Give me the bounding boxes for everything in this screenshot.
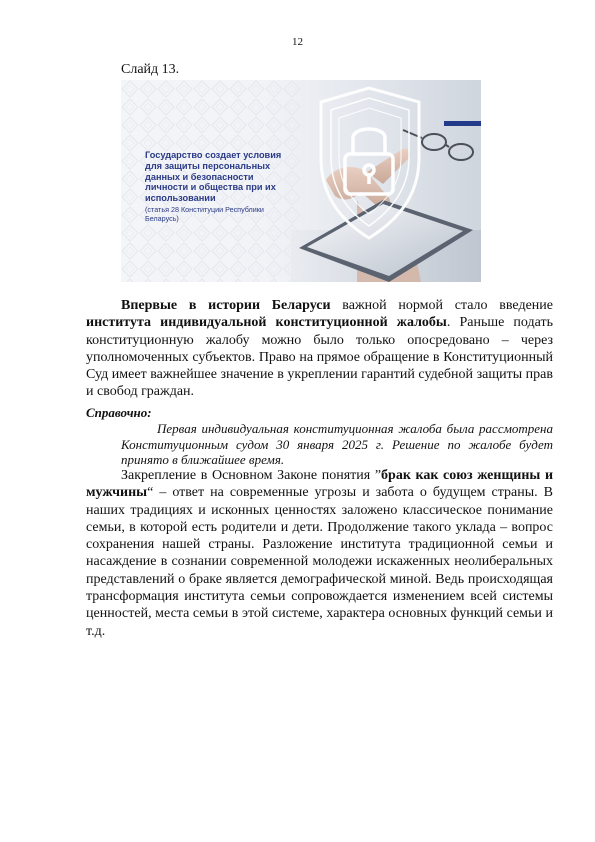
note-heading: Справочно: — [86, 405, 152, 420]
slide-caption-main: Государство создает условия для защиты персональных данных и безопасности личности и общества при их использовании — [145, 150, 282, 204]
slide-label: Слайд 13. — [121, 62, 180, 77]
paragraph-marriage — [86, 467, 553, 640]
slide-caption — [145, 150, 295, 223]
paragraph-constitutional-complaint — [86, 297, 553, 401]
slide-caption-reference: (статья 28 Конституции Республики Беларусь) — [145, 204, 264, 223]
paragraph2-text-1: Закрепление в Основном Законе понятия ” — [121, 468, 382, 483]
note-text: Первая индивидуальная конституционная жалоба была рассмотрена Конституционным судом 30 января 2025 г. Решение по жалобе будет принято в ближайшее время. — [121, 421, 553, 467]
paragraph1-text-1: важной нормой стало введение — [330, 298, 553, 313]
slide-image — [121, 80, 481, 282]
page-number: 12 — [292, 36, 303, 48]
accent-bar — [444, 121, 481, 126]
paragraph1-bold-start: Впервые в истории Беларуси — [121, 298, 331, 313]
note-block — [121, 421, 553, 468]
paragraph2-bold-marriage: брак как союз женщины и мужчины — [86, 468, 554, 501]
paragraph1-bold-institute: института индивидуальной конституционной жалобы — [86, 315, 447, 331]
glasses-icon — [403, 130, 473, 160]
paragraph1-text-2: . Раньше подать конституционную жалобу можно было только опосредовано – через уполномоченных субъектов. Право на прямое обращение в Конституционный Суд имеет важнейшее значение в укреплении гарантий судебной защиты прав и свобод граждан. — [86, 315, 554, 400]
paragraph2-text-2: “ – ответ на современные угрозы и забота о будущем страны. В наших традициях и исконных ценностях заложено классическое понимание семьи, в которой есть родители и дети. Продолжение такого уклада – вопрос сохранения нашей страны. Разложение института традиционной семьи и насаждение в сознании современной молодежи искаженных неолиберальных представлений о браке является демографической миной. Ведь происходящая трансформация института семьи сопровождается изменением всей системы ценностей, места семьи в этой системе, характера основных функций семьи и т.д. — [86, 485, 553, 639]
